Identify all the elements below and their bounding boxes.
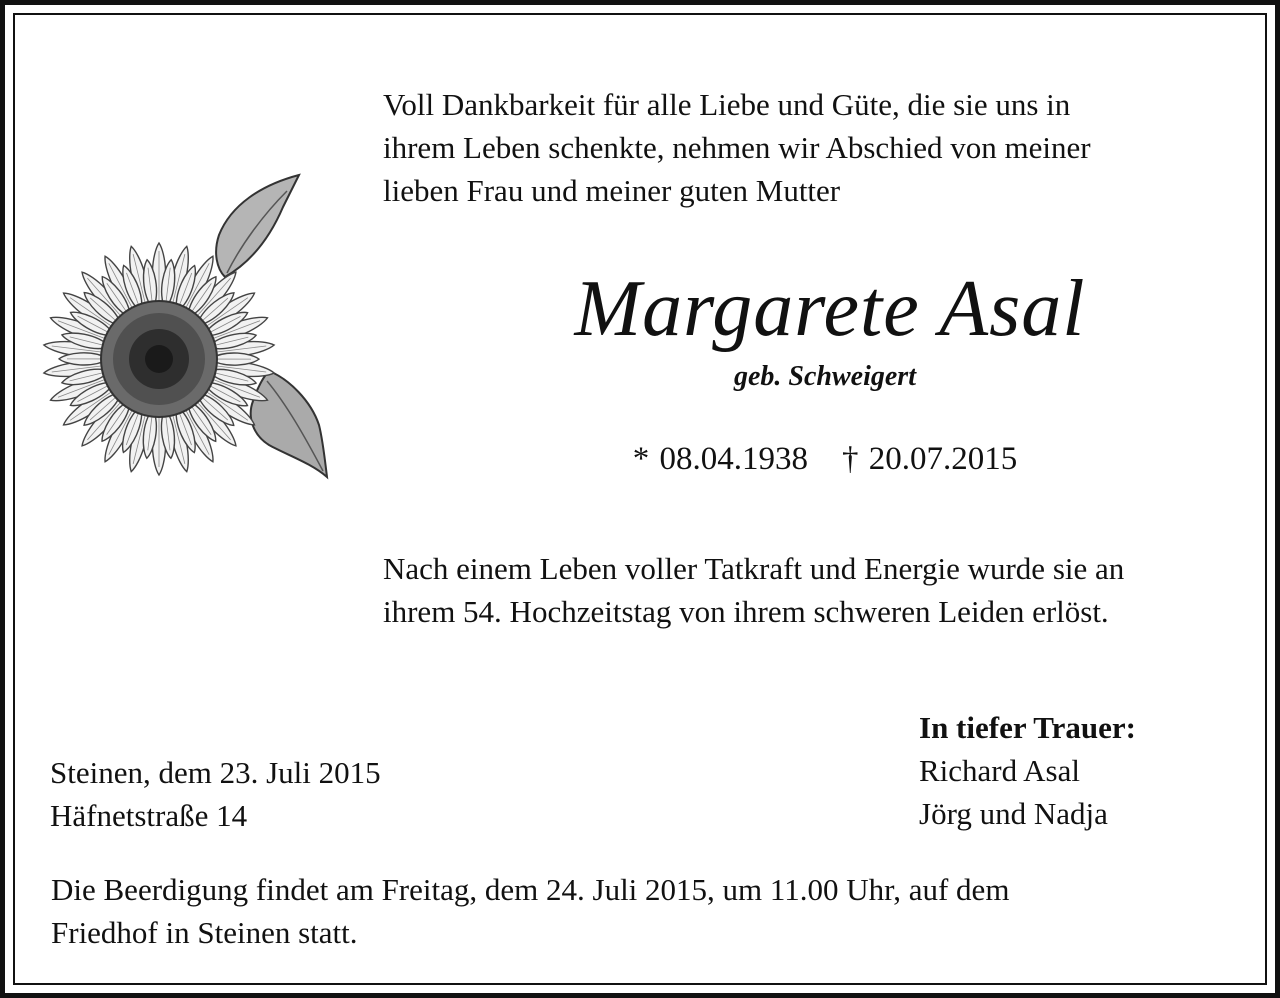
birth-date: * 08.04.1938 (632, 441, 808, 477)
mourners-block (919, 706, 1136, 835)
funeral-line: Die Beerdigung findet am Freitag, dem 24. Juli 2015, um 11.00 Uhr, auf dem (51, 872, 1010, 907)
outro-text (383, 547, 1124, 633)
intro-line: Voll Dankbarkeit für alle Liebe und Güte, die sie uns in (383, 87, 1071, 122)
death-date: † 20.07.2015 (842, 441, 1018, 477)
sunflower-icon (41, 165, 337, 485)
intro-line: ihrem Leben schenkte, nehmen wir Abschied von meiner (383, 130, 1091, 165)
place-and-address (50, 751, 381, 837)
mourners-heading: In tiefer Trauer: (919, 710, 1136, 745)
life-dates (305, 437, 1280, 481)
mourner-name: Richard Asal (919, 753, 1080, 788)
outro-line: ihrem 54. Hochzeitstag von ihrem schweren Leiden erlöst. (383, 594, 1109, 629)
address: Häfnetstraße 14 (50, 798, 248, 833)
place-date: Steinen, dem 23. Juli 2015 (50, 755, 381, 790)
funeral-info (51, 868, 1009, 954)
intro-line: lieben Frau und meiner guten Mutter (383, 173, 841, 208)
funeral-line: Friedhof in Steinen statt. (51, 915, 358, 950)
intro-text (383, 83, 1091, 212)
mourner-name: Jörg und Nadja (919, 796, 1108, 831)
deceased-name: Margarete Asal (574, 265, 1086, 353)
maiden-name: geb. Schweigert (734, 361, 916, 392)
outro-line: Nach einem Leben voller Tatkraft und Energie wurde sie an (383, 551, 1125, 586)
